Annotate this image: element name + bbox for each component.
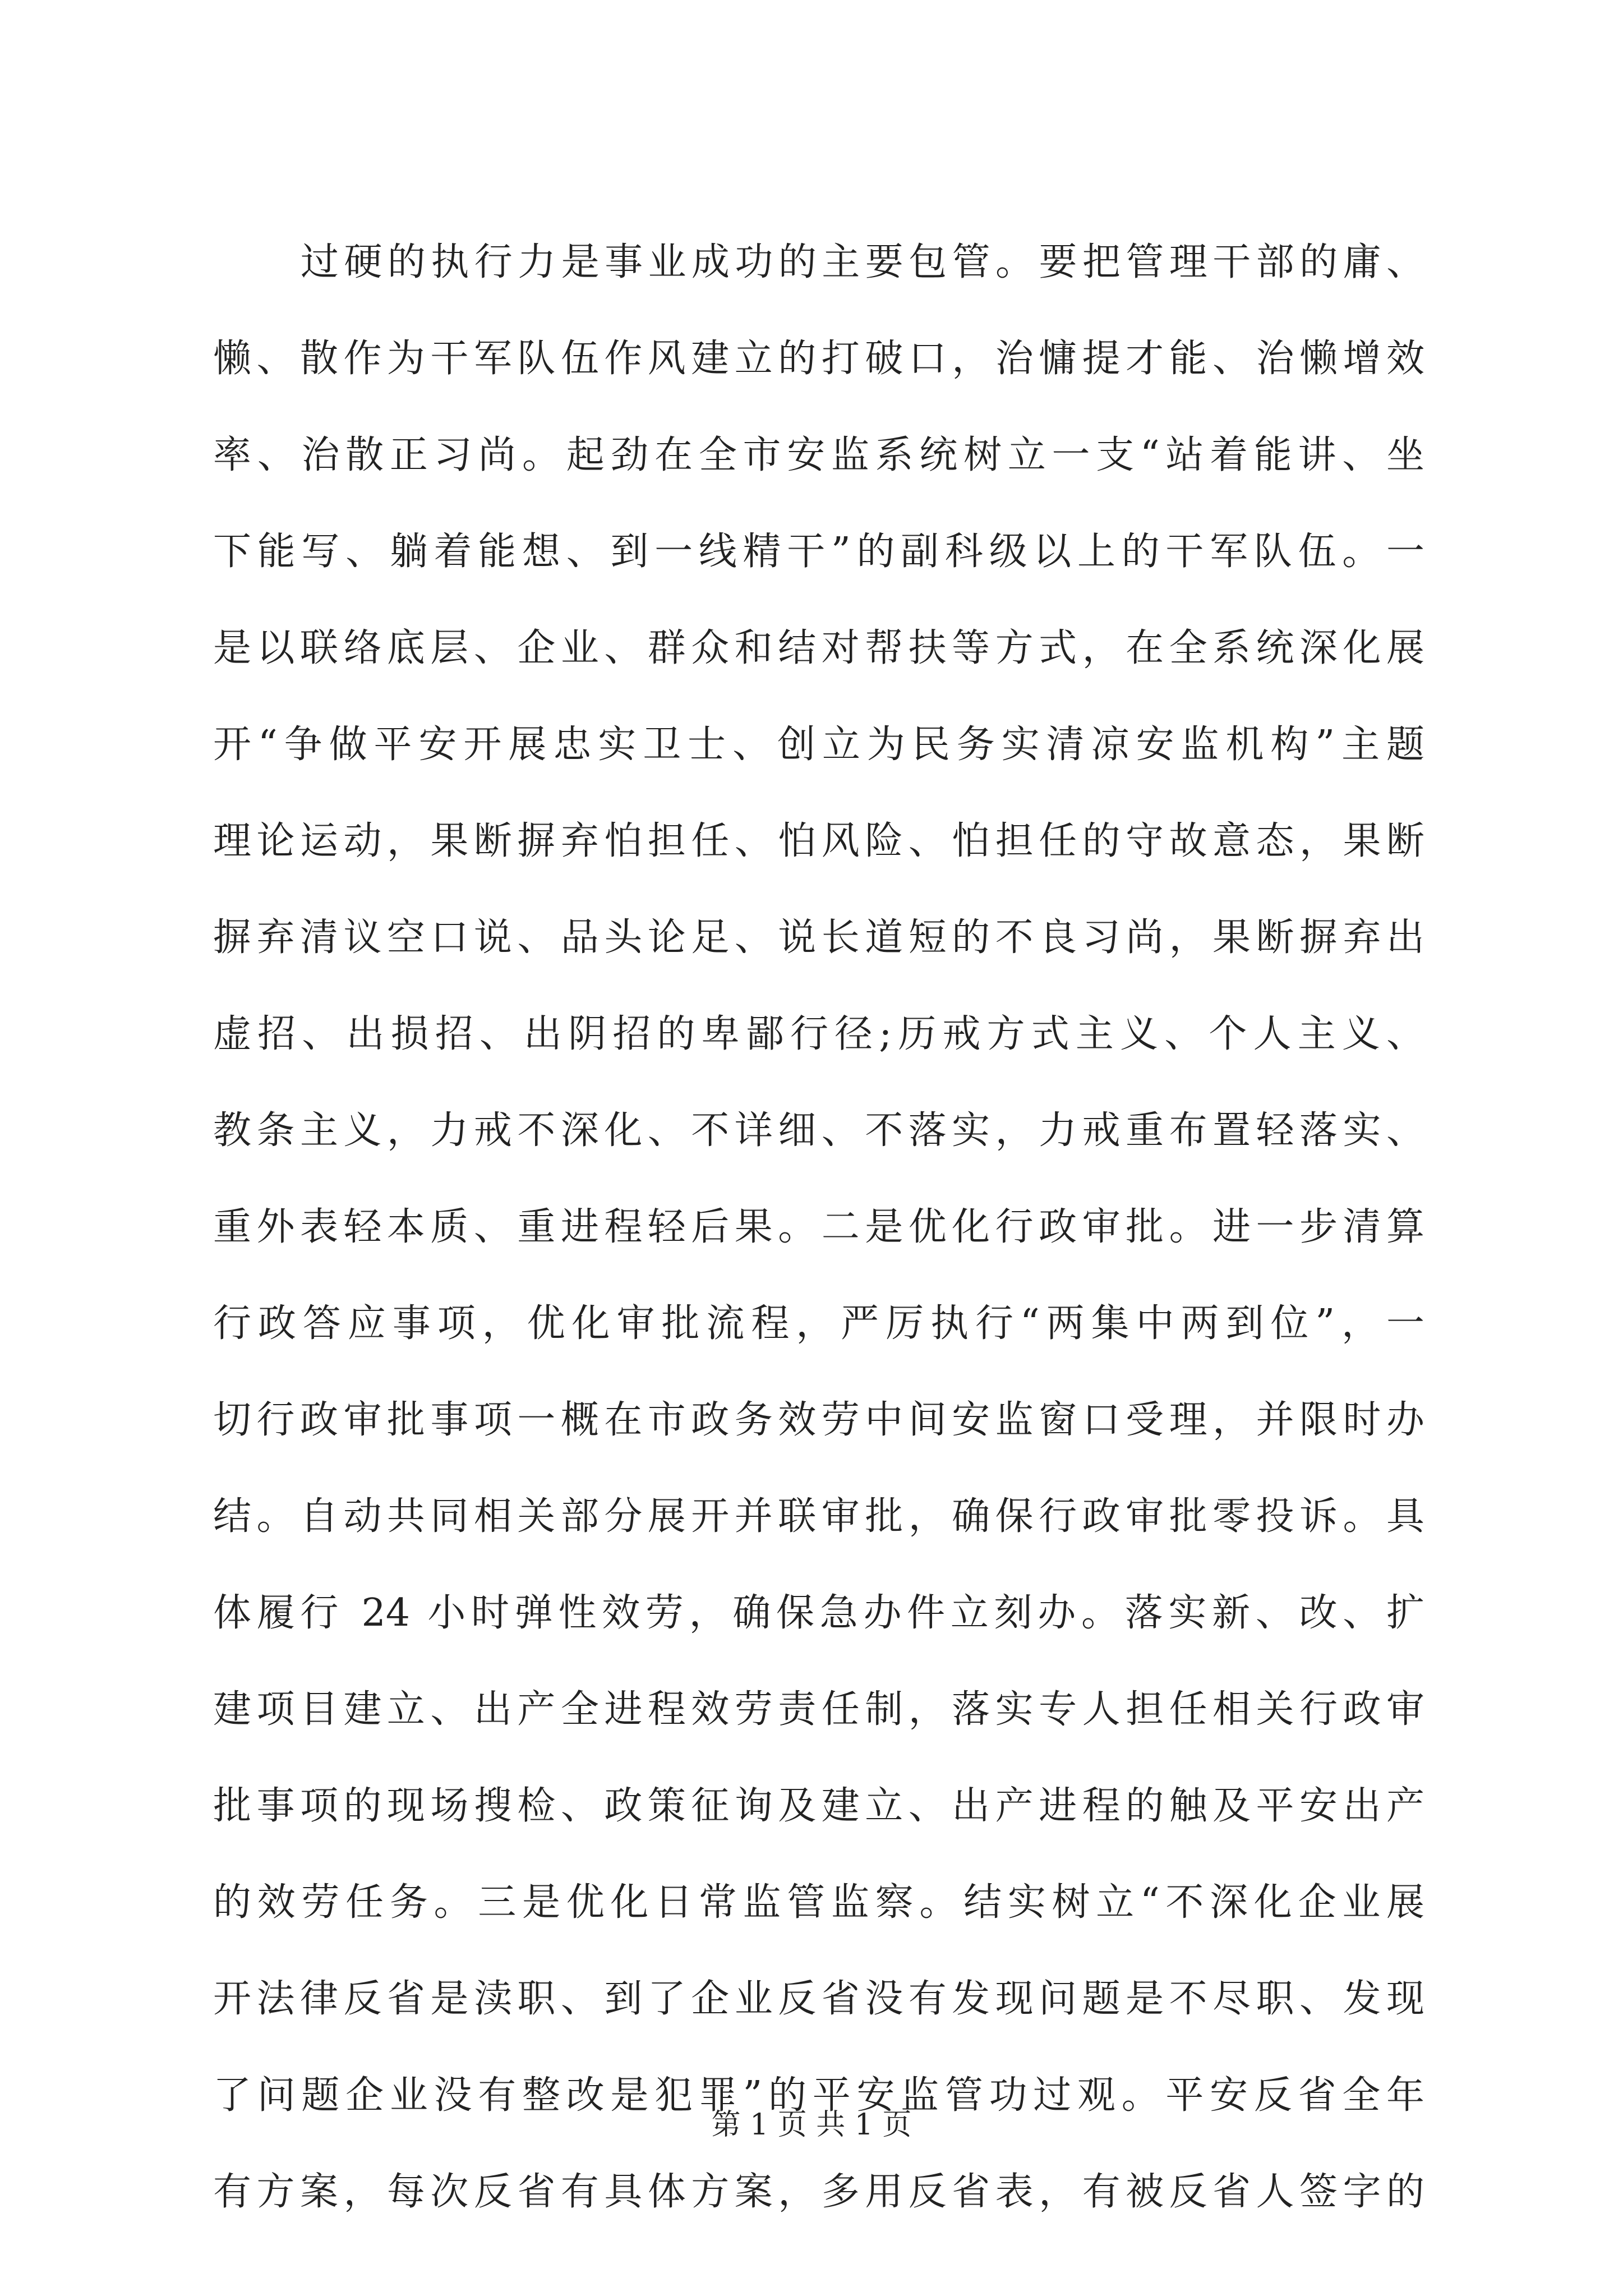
- text-line: 懒、散作为干军队伍作风建立的打破口，治慵提才能、治懒增效: [213, 337, 1424, 381]
- text-line: 体履行 24 小时弹性效劳，确保急办件立刻办。落实新、改、扩: [213, 1591, 1424, 1635]
- text-line: 建项目建立、出产全进程效劳责任制，落实专人担任相关行政审: [213, 1687, 1424, 1732]
- page-number-footer: 第 1 页 共 1 页: [711, 2108, 912, 2142]
- text-line: 是以联络底层、企业、群众和结对帮扶等方式，在全系统深化展: [213, 626, 1424, 670]
- text-line: 下能写、躺着能想、到一线精干”的副科级以上的干军队伍。一: [213, 530, 1424, 574]
- text-line: 了问题企业没有整改是犯罪”的平安监管功过观。平安反省全年: [213, 2073, 1424, 2118]
- text-line: 理论运动，果断摒弃怕担任、怕风险、怕担任的守故意态，果断: [213, 819, 1424, 863]
- text-line: 切行政审批事项一概在市政务效劳中间安监窗口受理，并限时办: [213, 1398, 1424, 1442]
- text-line: 虚招、出损招、出阴招的卑鄙行径;历戒方式主义、个人主义、: [213, 1012, 1424, 1056]
- body-paragraph: [213, 214, 1424, 2240]
- text-line: 率、治散正习尚。起劲在全市安监系统树立一支“站着能讲、坐: [213, 433, 1424, 477]
- text-line: 重外表轻本质、重进程轻后果。二是优化行政审批。进一步清算: [213, 1205, 1424, 1249]
- text-line: 行政答应事项，优化审批流程，严厉执行“两集中两到位”，一: [213, 1301, 1424, 1346]
- text-line: 有方案，每次反省有具体方案，多用反省表，有被反省人签字的: [213, 2170, 1424, 2214]
- text-line: 结。自动共同相关部分展开并联审批，确保行政审批零投诉。具: [213, 1494, 1424, 1539]
- text-line: 的效劳任务。三是优化日常监管监察。结实树立“不深化企业展: [213, 1880, 1424, 1925]
- text-line: 批事项的现场搜检、政策征询及建立、出产进程的触及平安出产: [213, 1784, 1424, 1828]
- text-line: 开法律反省是渎职、到了企业反省没有发现问题是不尽职、发现: [213, 1977, 1424, 2021]
- text-line: 过硬的执行力是事业成功的主要包管。要把管理干部的庸、: [301, 240, 1424, 284]
- text-line: 开“争做平安开展忠实卫士、创立为民务实清凉安监机构”主题: [213, 723, 1424, 767]
- text-line: 摒弃清议空口说、品头论足、说长道短的不良习尚，果断摒弃出: [213, 915, 1424, 960]
- text-line: 教条主义，力戒不深化、不详细、不落实，力戒重布置轻落实、: [213, 1108, 1424, 1153]
